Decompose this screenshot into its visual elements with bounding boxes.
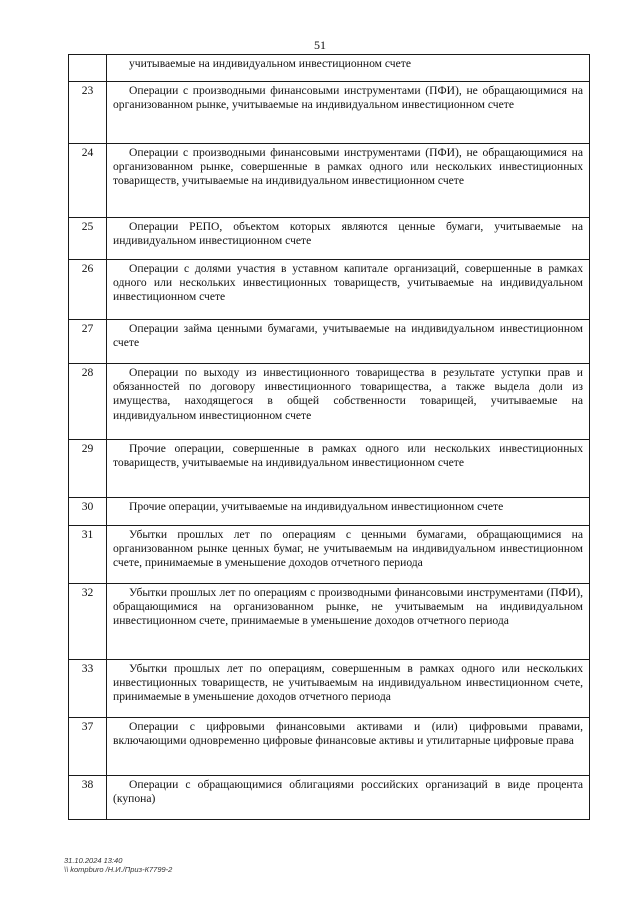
row-number [69, 55, 107, 82]
row-number: 24 [69, 144, 107, 218]
row-description: Прочие операции, учитываемые на индивидуальном инвестиционном счете [107, 498, 590, 526]
row-description: учитываемые на индивидуальном инвестиционном счете [107, 55, 590, 82]
table-row [69, 776, 590, 820]
table-row [69, 584, 590, 660]
row-description: Операции с обращающимися облигациями российских организаций в виде процента (купона) [107, 776, 590, 820]
table-row [69, 718, 590, 776]
row-description: Операции с долями участия в уставном капитале организаций, совершенные в рамках одного или нескольких инвестиционных товариществ, учитываемые на индивидуальном инвестиционном счете [107, 260, 590, 320]
row-number: 23 [69, 82, 107, 144]
table-row [69, 526, 590, 584]
footer-timestamp: 31.10.2024 13:40 [64, 856, 123, 865]
row-description: Операции по выходу из инвестиционного товарищества в результате уступки прав и обязанностей по договору инвестиционного товарищества, а также выдела доли из имущества, находящегося в общей собственности товарищей, учитываемые на индивидуальном инвестиционном счете [107, 364, 590, 440]
row-number: 37 [69, 718, 107, 776]
table-row [69, 364, 590, 440]
table-row [69, 260, 590, 320]
footer-reference: \\ kompburo /Н.И./Приз-К7799-2 [64, 865, 173, 874]
row-number: 29 [69, 440, 107, 498]
row-description: Убытки прошлых лет по операциям с производными финансовыми инструментами (ПФИ), обращающимися на организованном рынке, не учитываемым на индивидуальном инвестиционном счете, принимаемые в уменьшение доходов отчетного периода [107, 584, 590, 660]
table-row [69, 144, 590, 218]
row-number: 30 [69, 498, 107, 526]
table-row [69, 440, 590, 498]
row-description: Операции с производными финансовыми инструментами (ПФИ), не обращающимися на организованном рынке, учитываемые на индивидуальном инвестиционном счете [107, 82, 590, 144]
row-number: 38 [69, 776, 107, 820]
row-description: Операции займа ценными бумагами, учитываемые на индивидуальном инвестиционном счете [107, 320, 590, 364]
document-footer [64, 856, 172, 874]
row-description: Прочие операции, совершенные в рамках одного или нескольких инвестиционных товариществ, учитываемые на индивидуальном инвестиционном счете [107, 440, 590, 498]
row-number: 28 [69, 364, 107, 440]
row-number: 33 [69, 660, 107, 718]
row-number: 25 [69, 218, 107, 260]
row-number: 26 [69, 260, 107, 320]
row-number: 31 [69, 526, 107, 584]
row-description: Операции с производными финансовыми инструментами (ПФИ), не обращающимися на организованном рынке, совершенные в рамках одного или нескольких инвестиционных товариществ, учитываемые на индивидуальном инвестиционном счете [107, 144, 590, 218]
table-row [69, 498, 590, 526]
row-description: Операции с цифровыми финансовыми активами и (или) цифровыми правами, включающими одновременно цифровые финансовые активы и утилитарные цифровые права [107, 718, 590, 776]
row-description: Операции РЕПО, объектом которых являются ценные бумаги, учитываемые на индивидуальном инвестиционном счете [107, 218, 590, 260]
operations-table [68, 54, 590, 820]
table-row [69, 82, 590, 144]
table-row [69, 320, 590, 364]
table-row [69, 218, 590, 260]
row-description: Убытки прошлых лет по операциям с ценными бумагами, обращающимися на организованном рынке ценных бумаг, не учитываемым на индивидуальном инвестиционном счете, принимаемые в уменьшение доходов отчетного периода [107, 526, 590, 584]
row-number: 27 [69, 320, 107, 364]
row-number: 32 [69, 584, 107, 660]
page-number: 51 [314, 38, 326, 52]
row-description: Убытки прошлых лет по операциям, совершенным в рамках одного или нескольких инвестиционных товариществ, не учитываемым на индивидуальном инвестиционном счете, принимаемые в уменьшение доходов отчетного периода [107, 660, 590, 718]
table-row [69, 660, 590, 718]
table-row [69, 55, 590, 82]
